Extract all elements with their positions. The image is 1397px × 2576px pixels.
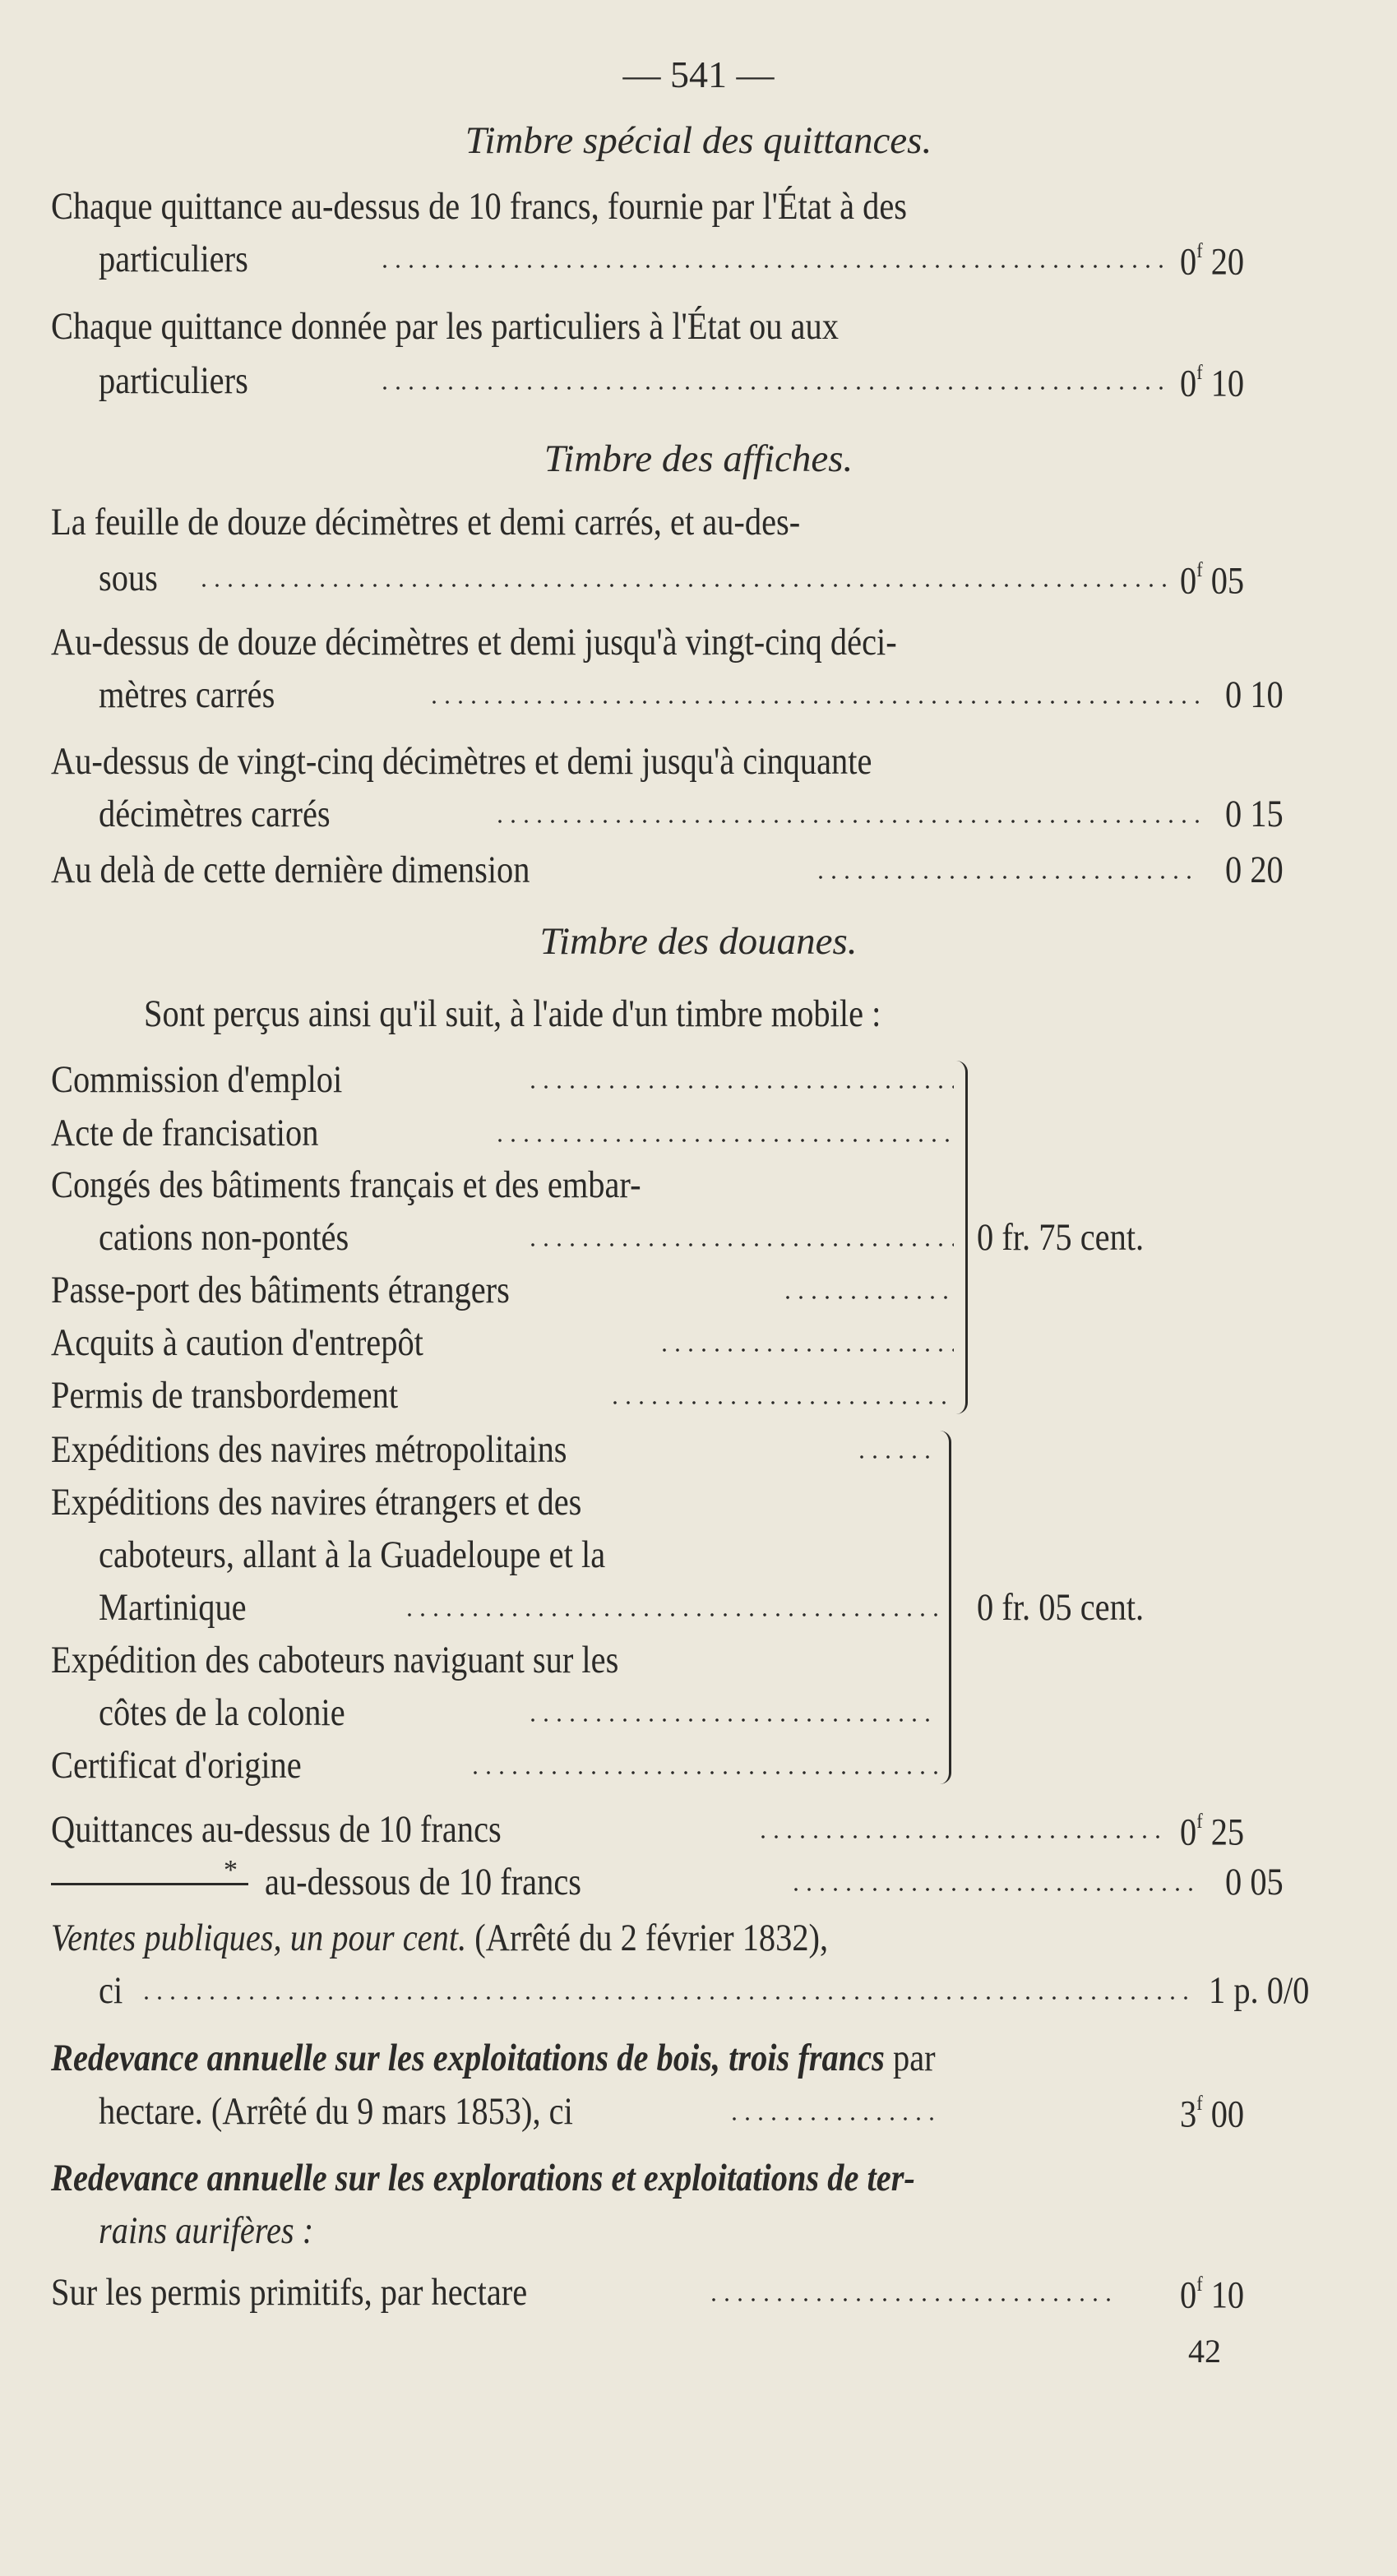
ventes-label: Ventes publiques, un pour cent. (51, 1917, 467, 1959)
douanes-group2-item: Expéditions des navires étrangers et des (51, 1481, 582, 1524)
ditto-dash (51, 1883, 248, 1885)
leader-dots (855, 1455, 937, 1459)
quittances-item1-price: 0$^f$ 20 (1180, 238, 1245, 284)
douanes-group1-item: Permis de transbordement (51, 1374, 399, 1417)
douanes-quittances-above: Quittances au-dessus de 10 francs (51, 1808, 502, 1851)
quittances-item2-line1: Chaque quittance donnée par les particuliers à l'État ou aux (51, 305, 839, 348)
douanes-quittances-above-price: 0$^f$ 25 (1180, 1809, 1245, 1854)
douanes-group1-item: Congés des bâtiments français et des embar- (51, 1163, 641, 1206)
leader-dots (658, 1348, 954, 1352)
redevance-bois-line2: hectare. (Arrêté du 9 mars 1853), ci (99, 2090, 573, 2133)
douanes-group2-item: Martinique (99, 1586, 247, 1629)
affiches-item3-line2: décimètres carrés (99, 793, 331, 835)
footer-number: 42 (1188, 2333, 1221, 2370)
leader-dots (608, 1401, 954, 1404)
leader-dots (493, 1139, 954, 1142)
brace (937, 1431, 951, 1784)
ventes-line1-rest: (Arrêté du 2 février 1832), (474, 1917, 829, 1959)
leader-dots (428, 701, 1200, 704)
leader-dots (378, 386, 1168, 390)
quittances-item1-line1: Chaque quittance au-dessus de 10 francs, fournie par l'État à des (51, 185, 908, 228)
douanes-group1-item: Acquits à caution d'entrepôt (51, 1321, 423, 1364)
redevance-or-price: 0$^f$ 10 (1180, 2272, 1245, 2317)
ventes-price: 1 p. 0/0 (1209, 1969, 1310, 2012)
heading-affiches: Timbre des affiches. (544, 437, 853, 480)
leader-dots (526, 1243, 954, 1246)
leader-dots (789, 1888, 1200, 1891)
affiches-item2-line2: mètres carrés (99, 673, 275, 716)
douanes-group2-item: Expéditions des navires métropolitains (51, 1428, 567, 1471)
douanes-group1-price: 0 fr. 75 cent. (977, 1216, 1145, 1259)
douanes-group2-item: Certificat d'origine (51, 1744, 302, 1787)
leader-dots (728, 2117, 941, 2120)
douanes-group2-price: 0 fr. 05 cent. (977, 1586, 1145, 1629)
leader-dots (526, 1718, 937, 1722)
leader-dots (403, 1613, 937, 1616)
quittances-item2-price: 0$^f$ 10 (1180, 360, 1245, 405)
redevance-bois-label: Redevance annuelle sur les exploitations de bois, trois francs (51, 2037, 885, 2079)
affiches-item2-line1: Au-dessus de douze décimètres et demi jusqu'à vingt-cinq déci- (51, 621, 897, 664)
douanes-quittances-below-price: 0 05 (1225, 1861, 1284, 1903)
douanes-group2-item: Expédition des caboteurs naviguant sur les (51, 1639, 619, 1681)
heading-quittances: Timbre spécial des quittances. (465, 119, 932, 162)
page-number: — 541 — (622, 53, 775, 95)
redevance-or-line2: rains aurifères : (99, 2209, 314, 2252)
leader-dots (707, 2298, 1118, 2301)
leader-dots (197, 584, 1168, 587)
affiches-item4-price: 0 20 (1225, 849, 1284, 891)
quittances-item1-line2: particuliers (99, 238, 248, 280)
leader-dots (140, 1996, 1192, 2000)
douanes-group2-item: côtes de la colonie (99, 1691, 345, 1734)
heading-douanes: Timbre des douanes. (539, 920, 858, 963)
quittances-item2-line2: particuliers (99, 359, 248, 402)
leader-dots (469, 1771, 937, 1774)
leader-dots (781, 1296, 954, 1299)
affiches-item2-price: 0 10 (1225, 673, 1284, 716)
douanes-group2-item: caboteurs, allant à la Guadeloupe et la (99, 1533, 606, 1576)
redevance-bois-price: 3$^f$ 00 (1180, 2091, 1245, 2136)
douanes-group1-item: Acte de francisation (51, 1112, 319, 1154)
redevance-bois-line1-rest: par (893, 2037, 936, 2079)
leader-dots (814, 876, 1200, 879)
leader-dots (756, 1835, 1168, 1838)
douanes-quittances-below: au-dessous de 10 francs (265, 1861, 581, 1903)
affiches-item1-line2: sous (99, 557, 158, 599)
douanes-group1-item: cations non-pontés (99, 1216, 349, 1259)
brace (954, 1061, 968, 1414)
leader-dots (378, 265, 1168, 268)
leader-dots (493, 820, 1200, 823)
douanes-intro: Sont perçus ainsi qu'il suit, à l'aide d'un timbre mobile : (144, 992, 881, 1035)
affiches-item4-line1: Au delà de cette dernière dimension (51, 849, 530, 891)
affiches-item3-price: 0 15 (1225, 793, 1284, 835)
ditto-mark: * (224, 1855, 238, 1885)
affiches-item3-line1: Au-dessus de vingt-cinq décimètres et demi jusqu'à cinquante (51, 740, 872, 783)
redevance-or-item: Sur les permis primitifs, par hectare (51, 2271, 528, 2314)
douanes-group1-item: Passe-port des bâtiments étrangers (51, 1269, 510, 1311)
douanes-group1-item: Commission d'emploi (51, 1058, 343, 1101)
affiches-item1-price: 0$^f$ 05 (1180, 557, 1245, 603)
leader-dots (526, 1085, 954, 1089)
ventes-line2: ci (99, 1969, 123, 2012)
redevance-or-line1: Redevance annuelle sur les explorations et exploitations de ter- (51, 2157, 915, 2199)
affiches-item1-line1: La feuille de douze décimètres et demi carrés, et au-des- (51, 501, 801, 543)
